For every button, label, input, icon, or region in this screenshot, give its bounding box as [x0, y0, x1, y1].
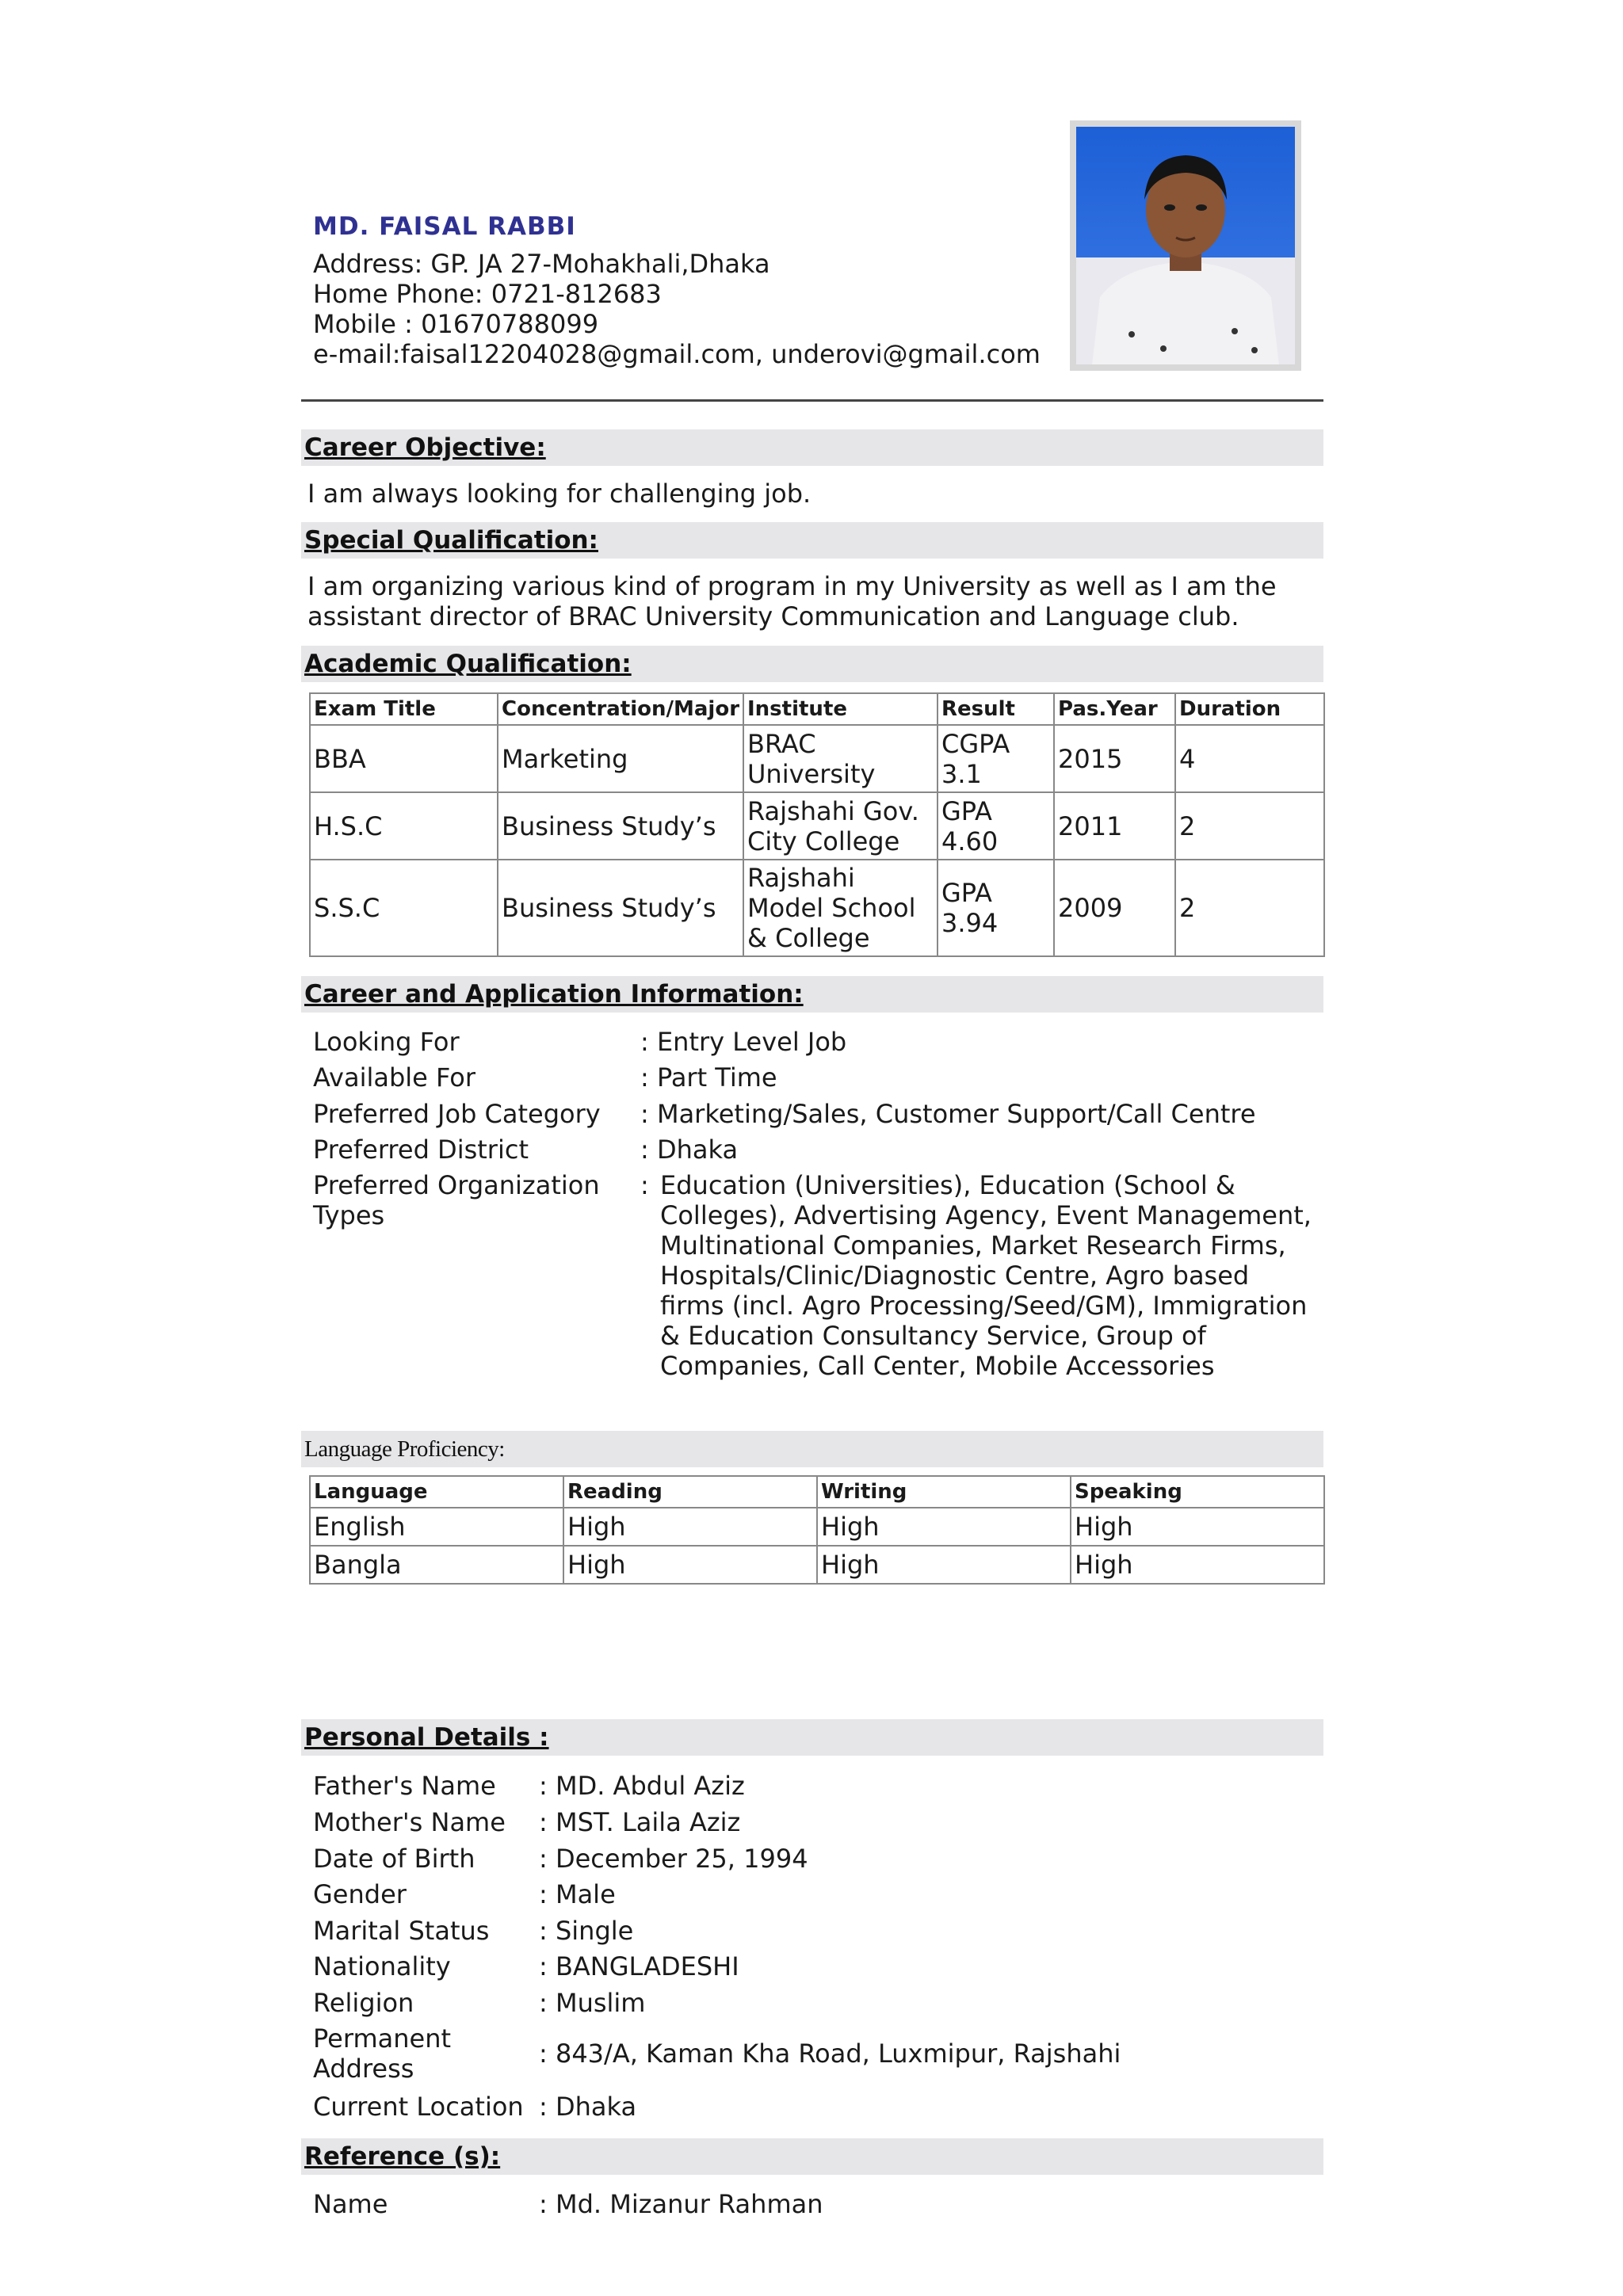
career-objective-text: I am always looking for challenging job. [307, 479, 812, 509]
header-cell: Writing [817, 1476, 1071, 1508]
field-label: Name [313, 2189, 388, 2219]
writing-cell: High [817, 1546, 1071, 1584]
reference-heading: Reference (s): [301, 2138, 1323, 2175]
academic-table [309, 692, 1325, 957]
district-row [313, 1135, 1327, 1165]
major-cell: Marketing [498, 725, 743, 792]
career-objective-heading: Career Objective: [301, 429, 1323, 466]
field-value: : BANGLADESHI [539, 1951, 739, 1981]
result-cell: CGPA 3.1 [938, 725, 1054, 792]
institute-cell: BRAC University [743, 725, 938, 792]
marital-status-row [313, 1916, 1327, 1946]
reading-cell: High [563, 1546, 817, 1584]
field-value: : Entry Level Job [640, 1027, 847, 1057]
field-value: : Marketing/Sales, Customer Support/Call Centre [640, 1099, 1256, 1129]
permanent-address-row [313, 2023, 1327, 2084]
looking-for-row [313, 1027, 1327, 1057]
field-label: Father's Name [313, 1771, 496, 1801]
candidate-name: MD. FAISAL RABBI [313, 212, 576, 241]
header-cell: Institute [743, 693, 938, 725]
duration-cell: 2 [1175, 860, 1324, 956]
field-value: : Dhaka [539, 2092, 637, 2122]
field-colon: : [640, 1170, 649, 1200]
field-value: : Part Time [640, 1062, 777, 1093]
header-cell: Concentration/Major [498, 693, 743, 725]
result-cell: GPA 3.94 [938, 860, 1054, 956]
gender-row [313, 1879, 1327, 1909]
field-label: Marital Status [313, 1916, 490, 1946]
field-value: : Dhaka [640, 1135, 739, 1165]
field-label: Looking For [313, 1027, 460, 1057]
duration-cell: 4 [1175, 725, 1324, 792]
table-row [310, 725, 1324, 792]
institute-cell: Rajshahi Gov. City College [743, 792, 938, 860]
field-label: Gender [313, 1879, 407, 1909]
field-value: : MST. Laila Aziz [539, 1807, 741, 1837]
header-cell: Speaking [1071, 1476, 1324, 1508]
field-value: : 843/A, Kaman Kha Road, Luxmipur, Rajshahi [539, 2039, 1121, 2069]
reference-name-row [313, 2189, 1327, 2219]
field-label: Religion [313, 1988, 414, 2018]
major-cell: Business Study’s [498, 860, 743, 956]
writing-cell: High [817, 1508, 1071, 1546]
language-table [309, 1475, 1325, 1585]
speaking-cell: High [1071, 1508, 1324, 1546]
job-category-row [313, 1099, 1327, 1129]
institute-cell: Rajshahi Model School & College [743, 860, 938, 956]
header-cell: Pas.Year [1054, 693, 1175, 725]
special-qualification-heading: Special Qualification: [301, 522, 1323, 559]
speaking-cell: High [1071, 1546, 1324, 1584]
exam-cell: BBA [310, 725, 498, 792]
field-value: : MD. Abdul Aziz [539, 1771, 745, 1801]
exam-cell: S.S.C [310, 860, 498, 956]
academic-qualification-heading: Academic Qualification: [301, 646, 1323, 682]
field-label: Date of Birth [313, 1844, 475, 1874]
current-location-row [313, 2092, 1327, 2122]
field-label: Preferred Job Category [313, 1099, 601, 1129]
field-value: : Md. Mizanur Rahman [539, 2189, 823, 2219]
field-label: Available For [313, 1062, 476, 1093]
language-cell: Bangla [310, 1546, 563, 1584]
field-value: : Muslim [539, 1988, 646, 2018]
special-qualification-line-1: I am organizing various kind of program in my University as well as I am the [307, 571, 1277, 601]
header-cell: Result [938, 693, 1054, 725]
header-cell: Exam Title [310, 693, 498, 725]
header-cell: Duration [1175, 693, 1324, 725]
mother-name-row [313, 1807, 1327, 1837]
special-qualification-line-2: assistant director of BRAC University Communication and Language club. [307, 601, 1239, 631]
mobile-line: Mobile : 01670788099 [313, 309, 599, 339]
field-label: Nationality [313, 1951, 451, 1981]
year-cell: 2011 [1054, 792, 1175, 860]
header-cell: Language [310, 1476, 563, 1508]
academic-header-row [310, 693, 1324, 725]
reading-cell: High [563, 1508, 817, 1546]
date-of-birth-row [313, 1844, 1327, 1874]
address-line: Address: GP. JA 27-Mohakhali,Dhaka [313, 249, 770, 279]
language-proficiency-heading: Language Proficiency: [301, 1431, 1323, 1467]
language-header-row [310, 1476, 1324, 1508]
available-for-row [313, 1062, 1327, 1093]
major-cell: Business Study’s [498, 792, 743, 860]
organization-types-row [313, 1170, 1327, 1381]
table-row [310, 1546, 1324, 1584]
field-label: Current Location [313, 2092, 524, 2122]
field-label: Preferred District [313, 1135, 529, 1165]
exam-cell: H.S.C [310, 792, 498, 860]
field-label: Mother's Name [313, 1807, 506, 1837]
field-label: Permanent Address [313, 2023, 452, 2084]
nationality-row [313, 1951, 1327, 1981]
profile-photo [1070, 120, 1301, 371]
header-cell: Reading [563, 1476, 817, 1508]
table-row [310, 792, 1324, 860]
home-phone-line: Home Phone: 0721-812683 [313, 279, 662, 309]
year-cell: 2015 [1054, 725, 1175, 792]
table-row [310, 1508, 1324, 1546]
table-row [310, 860, 1324, 956]
email-line: e-mail:faisal12204028@gmail.com, underovi@gmail.com [313, 339, 1041, 369]
father-name-row [313, 1771, 1327, 1801]
result-cell: GPA 4.60 [938, 792, 1054, 860]
header-divider [301, 399, 1323, 402]
field-value: : Single [539, 1916, 634, 1946]
language-cell: English [310, 1508, 563, 1546]
personal-details-heading: Personal Details : [301, 1719, 1323, 1756]
duration-cell: 2 [1175, 792, 1324, 860]
career-info-heading: Career and Application Information: [301, 976, 1323, 1013]
field-value: Education (Universities), Education (School & Colleges), Advertising Agency, Event Management, Multinational Companies, Market Research Firms, Hospitals/Clinic/Diagnostic Centre, Agro based firms (incl. Agro Processing/Seed/GM), Immigration & Education Consultancy Service, Group of Companies, Call Center, Mobile Accessories [660, 1170, 1312, 1381]
religion-row [313, 1988, 1327, 2018]
field-value: : Male [539, 1879, 616, 1909]
field-label: Preferred Organization Types [313, 1170, 600, 1230]
field-value: : December 25, 1994 [539, 1844, 808, 1874]
year-cell: 2009 [1054, 860, 1175, 956]
